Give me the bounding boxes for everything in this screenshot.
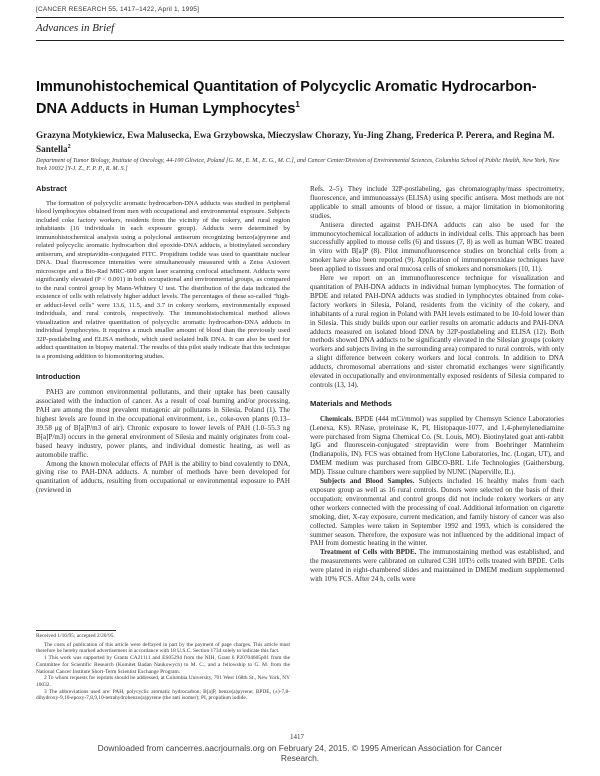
- author-names: Grazyna Motykiewicz, Ewa Malusecka, Ewa Grzybowska, Mieczyslaw Chorazy, Yu-Jing Zhang, Frederica P. Perera, and Regina M. Santella: [36, 130, 555, 155]
- footer-line-1[interactable]: Downloaded from cancerres.aacrjournals.org on February 24, 2015. © 1995 American Association for Cancer: [97, 743, 503, 753]
- top-rule: [36, 17, 564, 18]
- section-label: Advances in Brief: [36, 22, 115, 34]
- right-paragraph-3: Here we report on an immunofluorescence technique for visualization and quantitation of PAH-DNA adducts in individual human lymphocytes. The formation of BPDE and related PAH-DNA adducts was studied in lymphocytes obtained from coke-factory workers in Silesia, Poland, residents from the vicinity of the cokery, and inhabitants of a rural region in Poland with PAH levels estimated to be 10-fold lower than in Silesia. This study builds upon our earlier results on aromatic adducts and PAH-DNA adducts measured on isolated blood DNA by 32P-postlabeling and ELISA (12). Both methods showed DNA adducts to be significantly elevated in the Silesian groups (cokery workers and subjects living in the surrounding area) compared to rural controls, with only a slight difference between cokery workers and local controls. In addition to DNA adducts, chromosomal aberrations and sister chromatid exchanges were significantly elevated in occupationally and environmentally exposed residents of Silesia compared to controls (13, 14).: [310, 274, 564, 389]
- subjects-text: Subjects included 16 healthy males from each exposure group as well as 16 rural controls. Donors were selected on the basis of their occupation; environmental and control groups did not include cokery workers or any other workers connected with the processing of coal. Additional information on cigarette smoking, diet, X-ray exposure, current medication, and family history of cancer was also collected. Samples were taken in September 1992 and 1993, which is considered the summer season. Therefore, the exposure was not influenced by the additional impact of PAH from domestic heating in the winter.: [310, 477, 565, 548]
- title-footnote-mark: 1: [295, 100, 300, 109]
- right-column: [310, 185, 564, 584]
- download-footer: [0, 743, 600, 763]
- subjects-label: Subjects and Blood Samples.: [320, 477, 415, 486]
- running-head: [CANCER RESEARCH 55, 1417–1422, April 1, 1995]: [36, 6, 200, 13]
- abstract-heading: Abstract: [36, 184, 67, 193]
- section-rule: [36, 40, 564, 41]
- footnote-page-charges: The costs of publication of this article were defrayed in part by the payment of page charges. This article must therefore be hereby marked advertisement in accordance with 18 U.S.C. Section 1734 solely to indicate this fact.: [36, 641, 290, 655]
- page-number: 1417: [290, 733, 304, 741]
- right-paragraph-2: Antisera directed against PAH-DNA adducts can also be used for the immunocytochemical localization of adducts in individual cells. This approach has been successfully applied to mouse cells (6) and tissues (7, 8) as well as human WBC treated in vitro with B[a]P (8). Pilot immunofluorescence studies on bronchial cells from a smoker have also been reported (9). Application of immunoperoxidase techniques have been applied to tissues and oral mucosa cells of smokers and nonsmokers (10, 11).: [310, 220, 564, 274]
- author-footnote-mark: 2: [67, 144, 71, 150]
- right-paragraph-1: Refs. 2–5). They include 32P-postlabeling, gas chromatography/mass spectrometry, fluorescence, and immunoassays (ELISA) using specific antisera. Most methods are not applicable to small amounts of blood or tissue, a major limitation in biomonitoring studies.: [310, 185, 564, 220]
- author-list: [36, 129, 564, 155]
- introduction-heading: Introduction: [36, 372, 81, 382]
- footnote-funding: 1 This work was supported by Grants CA21111 and ES05294 from the NIH, Grant 6 P20704605p01 from the Committee for Scientific Research (Komitet Badan Naukowych) to M. C., and a fellowship to G. M. from the National Cancer Institute Short-Term Scientist Exchange Program.: [36, 655, 290, 675]
- footnote-abbreviations: 3 The abbreviations used are: PAH, polycyclic aromatic hydrocarbon; B[a]P, benzo(a)pyrene; BPDE, (±)-7,8-dihydroxy-9,10-epoxy-7,8,9,10-tetrahydrobenzo(a)pyrene (the anti isomer); PI, propidium iodide.: [36, 688, 290, 702]
- methods-treatment: [310, 548, 564, 584]
- intro-paragraph-2: Among the known molecular effects of PAH is the ability to bind covalently to DNA, giving rise to PAH-DNA adducts. A number of methods have been developed for quantitation of adducts, resulting from occupational or environmental exposure to PAH (reviewed in: [36, 459, 290, 495]
- intro-paragraph-1: PAH3 are common environmental pollutants, and their uptake has been causally associated with the induction of cancer. As a result of coal burning and/or processing, PAH are among the most prevalent mutagenic air pollutants in Silesia, Poland (1). The highest levels are found in the occupational environment, i.e., coke-oven plants (0.13–39.58 μg of B[a]P/m3 of air). Chronic exposure to lower levels of PAH (1.0–55.3 ng B[a]P/m3) occurs in the general environment of Silesia and mainly originates from coal-based heavy industry, power plants, and individual domestic heating, as well as automobile traffic.: [36, 388, 290, 459]
- footnotes: [36, 630, 290, 702]
- methods-subjects: [310, 477, 564, 548]
- left-column: [36, 185, 290, 495]
- article-title-text: Immunohistochemical Quantitation of Polycyclic Aromatic Hydrocarbon-DNA Adducts in Human Lymphocytes: [36, 79, 537, 117]
- received-dates: Received 1/16/95; accepted 2/20/95.: [36, 630, 116, 640]
- chemicals-text: BPDE (444 mCi/mmol) was supplied by Chemsyn Science Laboratories (Lenexa, KS). RNase, proteinase K, PI, Histopaque-1077, and 1,4-phenylenediamine were purchased from Sigma Chemical Co. (St. Louis, MO). Biotinylated goat anti-rabbit IgG and fluorescein-conjugated streptavidin were from Boehringer Mannheim (Indianapolis, IN). FCS was obtained from HyClone Laboratories, Inc. (Logan, UT), and DMEM medium was purchased from GIBCO-BRL Life Technologies (Gaithersburg, MD). Tissue culture chambers were supplied by NUNC (Naperville, IL).: [310, 414, 564, 477]
- methods-heading: Materials and Methods: [310, 398, 392, 408]
- abstract-text: The formation of polycyclic aromatic hydrocarbon-DNA adducts was studied in peripheral blood lymphocytes obtained from men with occupational and environmental exposure. Subjects included coke factory workers, residents from the vicinity of the cokery, and rural region inhabitants (16 individuals in each exposure group). Adducts were determined by immunohistochemical analysis using a polyclonal antiserum recognizing benzo(a)pyrene and related polycyclic aromatic hydrocarbon diol epoxide-DNA adducts, a biotinylated secondary antiserum, and streptavidin-conjugated FITC. Propidium iodide was used to quantitate nuclear DNA. Dual fluorescence intensities were simultaneously measured with a Zeiss Axiovert microscope and a Bio-Rad MRC-600 argon laser scanning confocal attachment. Adducts were significantly elevated (P < 0.001) in both occupational and environmental groups, as compared to the rural control group by Mann-Whitney U test. The distribution of the data indicated the existence of cells with relatively higher adduct levels. The percentages of these so-called "high-er adduct-level cells" were 13.6, 11.5, and 3.7 in cokery workers, environmentally exposed individuals, and rural controls, respectively. The immunohistochemical method allows visualization and relative quantitation of polycyclic aromatic hydrocarbon-DNA adducts in individual lymphocytes. It requires a much smaller amount of blood than the previously used 32P-postlabeling and ELISA methods, which used isolated bulk DNA. It can also be used for adduct quantitation in biopsy material. The results of this pilot study indicate that this technique is a promising addition to biomonitoring studies.: [36, 199, 290, 360]
- footer-line-2: Research.: [280, 753, 320, 763]
- footnote-reprints: 2 To whom requests for reprints should be addressed, at Columbia University, 701 West 168th St., New York, NY 10032.: [36, 675, 290, 688]
- chemicals-label: Chemicals.: [320, 414, 354, 423]
- methods-chemicals: [310, 415, 564, 477]
- article-title: [36, 78, 556, 118]
- treatment-text: The immunostaining method was established, and the measurements were calibrated on cultured C3H 10T½ cells treated with BPDE. Cells were plated in eight-chambered slides and maintained in DMEM medium supplemented with 10% FCS. After 24 h, cells were: [310, 548, 564, 584]
- affiliations: Department of Tumor Biology, Institute of Oncology, 44-100 Gliwice, Poland [G. M., E. M., E. G., M. C.], and Cancer Center/Division of Environmental Sciences, Columbia School of Public Health, New York, New York 10032 [Y-J. Z., F. P. P., R. M. S.]: [36, 158, 560, 173]
- treatment-label: Treatment of Cells with BPDE.: [320, 548, 417, 557]
